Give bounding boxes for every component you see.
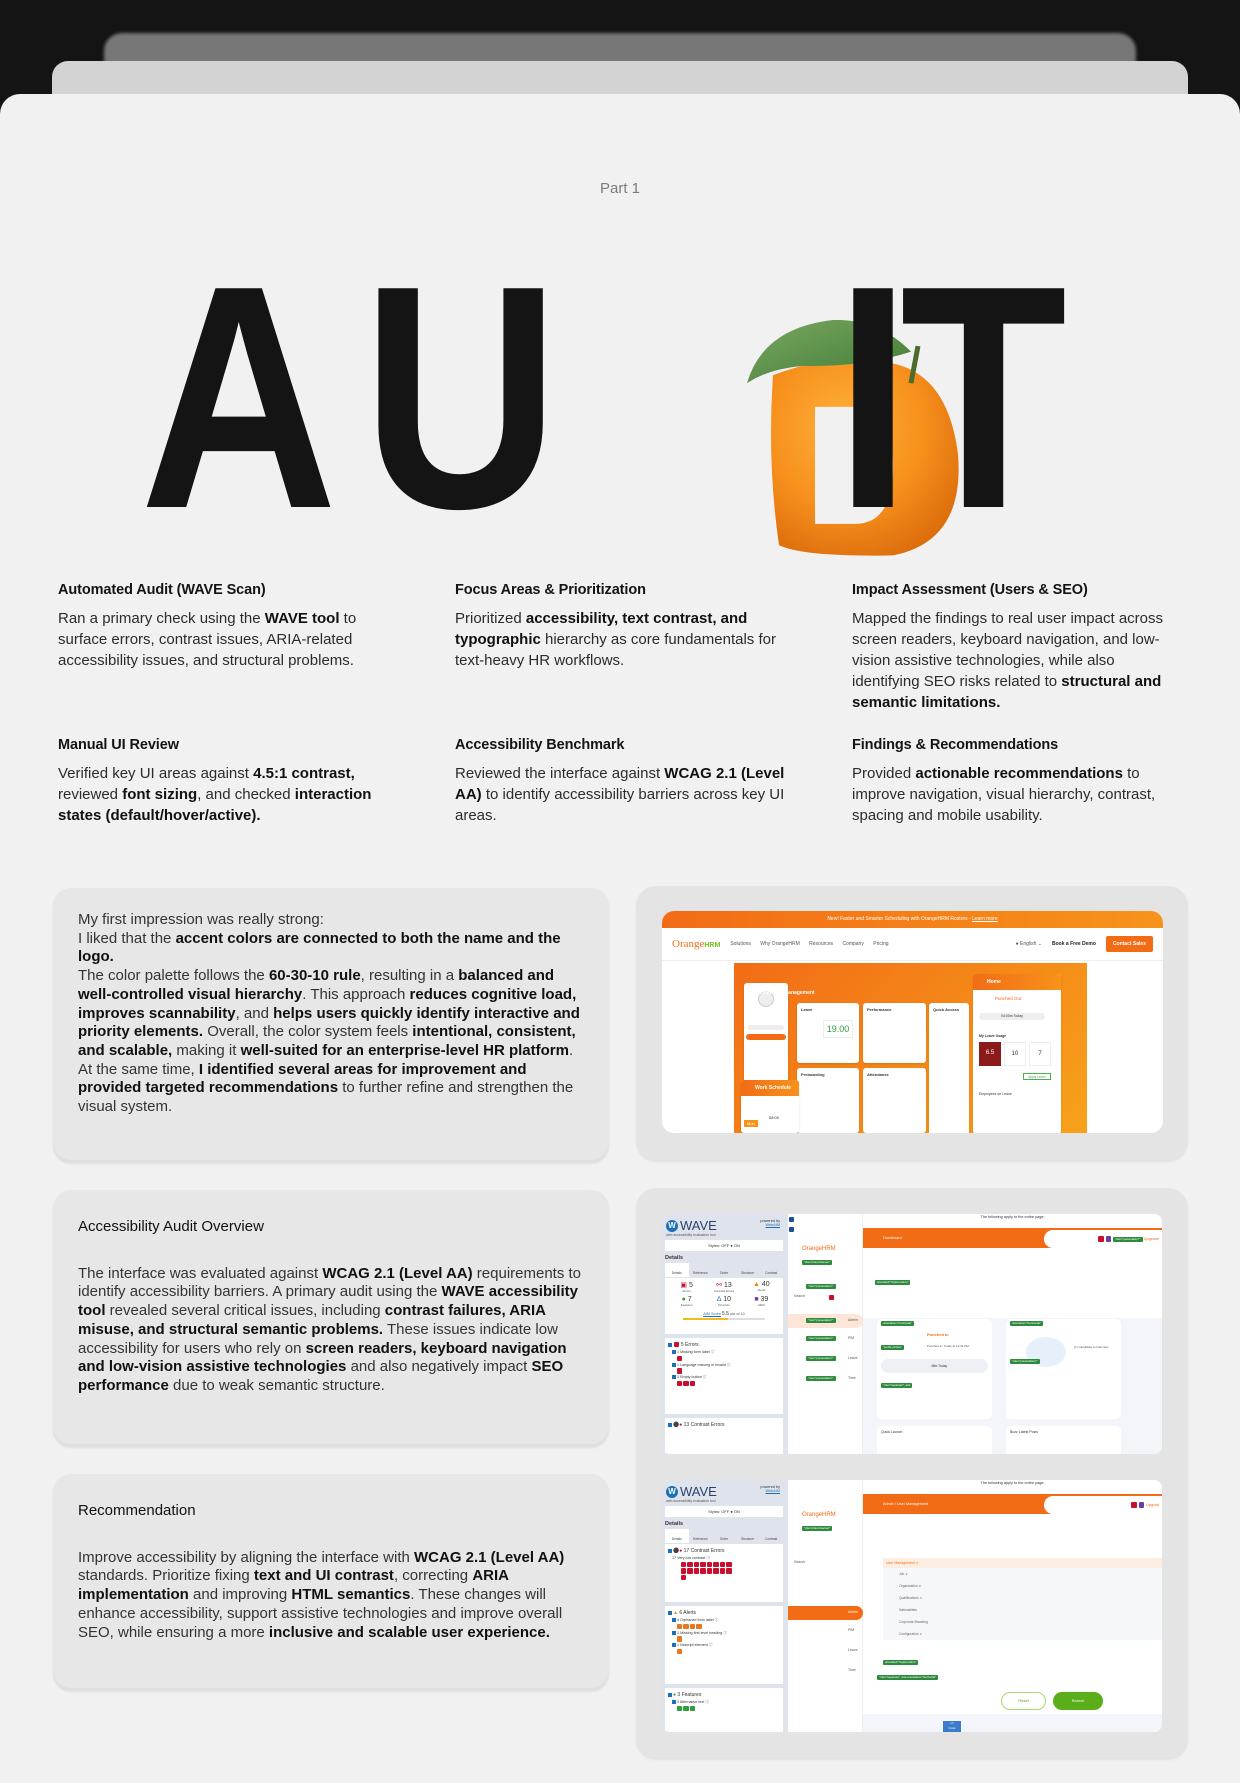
work-schedule-mobile: Work Schedule Mon 08:00: [741, 1080, 799, 1133]
nav-resources[interactable]: Resources: [809, 941, 834, 947]
nav-why[interactable]: Why OrangeHRM: [760, 941, 800, 947]
wave-page-main: The following apply to the entire page: Dashboard "role="presentation"" Upgrade aria-label="Topbar Menu" orientation="horizontal" Punched In Punched In: Today at 12:31 PM "profile picture" 48m Today "role="separator", aria orientation="horizontal" (1) Candidate to Interview "role="presentation"" Quick Launch Buzz Latest Posts: [863, 1214, 1162, 1454]
code-toggle[interactable]: </> Code: [943, 1721, 961, 1732]
card-body: The interface was evaluated against WCAG 2.1 (Level AA) requirements to identify accessibility barriers. A primary audit using the WAVE accessibility tool revealed several critical issues, including contrast failures, ARIA misuse, and structural semantic problems. These issues indicate low accessibility for users who rely on screen readers, keyboard navigation and low-vision assistive technologies and also negatively impact SEO performance due to weak semantic structure.: [78, 1264, 582, 1394]
contrast-group[interactable]: ⚫● 13 Contrast Errors: [668, 1421, 780, 1429]
contrast-group[interactable]: ⚫● 17 Contrast Errors: [668, 1547, 780, 1555]
first-impression-text: My first impression was really strong: I liked that the accent colors are connected to both the name and the logo. The color palette follows the 60-30-10 rule, resulting in a balanced and well-controlled visual hierarchy. This approach reduces cognitive load, improves scannability, and helps users quickly identify interactive and priority elements. Overall, the color system feels intentional, consistent, and scalable, making it well-suited for an enterprise-level HR platform. At the same time, I identified several areas for improvement and provided targeted recommendations to further refine and strengthen the visual system.: [78, 911, 580, 1116]
upgrade-link[interactable]: Upgrade: [1143, 1236, 1159, 1241]
sidebar-active-item: [746, 1034, 786, 1040]
promo-banner: New! Faster and Smarter Scheduling with OrangeHRM Rosters - Learn more: [662, 911, 1163, 928]
info-findings: [852, 737, 1182, 826]
part-label: Part 1: [599, 180, 641, 197]
tab-structure[interactable]: Structure: [741, 1537, 755, 1541]
user-management-menu[interactable]: User Management ∨: [883, 1558, 1162, 1568]
wave-screenshot-user-management: [662, 1480, 1162, 1732]
wave-tabs: [665, 1263, 783, 1277]
info-body: Provided actionable recommendations to improve navigation, visual hierarchy, contrast, spacing and mobile usability.: [852, 765, 1156, 824]
errors-list: 5 Errors 1 Missing form label ⓘ 1 Language missing or invalid ⓘ 3 Empty button ⓘ: [665, 1338, 783, 1414]
wave-summary: [665, 1278, 783, 1334]
error-icon: ▣: [680, 1282, 688, 1289]
info-title: Manual UI Review: [58, 737, 179, 753]
wave-sidebar: W WAVE web accessibility evaluation tool powered by WebAIM Styles: OFF ● ON Details Details Reference Order Structure Contrast ⚫● 17 Contrast Errors 17 Very low contrast ⓘ ▲ 6 Alerts 4 Orphaned form label ⓘ 1 Missing first level heading ⓘ 1 Noscript element ⓘ ● 3 Features 3 Alternative text ⓘ: [662, 1480, 788, 1732]
tab-contrast[interactable]: Contrast: [765, 1537, 778, 1541]
wave-screenshot-dashboard: [662, 1214, 1162, 1454]
contrast-list: ⚫● 17 Contrast Errors 17 Very low contrast ⓘ: [665, 1544, 783, 1602]
performance-widget: Performance: [863, 1003, 926, 1063]
stat-aria: ■ 39 ARIA: [754, 1296, 769, 1307]
tab-reference[interactable]: Reference: [693, 1537, 708, 1541]
card-title: Accessibility Audit Overview: [78, 1218, 264, 1235]
tab-reference[interactable]: Reference: [693, 1271, 708, 1275]
errors-group[interactable]: 5 Errors: [668, 1341, 780, 1349]
wave-page-left: OrangeHRM "client brand banner" Search Admin PIM Leave Time: [788, 1480, 863, 1732]
tab-details[interactable]: Details: [665, 1263, 689, 1277]
aim-score[interactable]: AIM Score 5.5 out of 10: [703, 1311, 745, 1317]
tab-order[interactable]: Order: [719, 1271, 729, 1275]
tab-details[interactable]: Details: [665, 1529, 689, 1543]
info-body: Prioritized accessibility, text contrast, and typographic hierarchy as core fundamentals for text-heavy HR workflows.: [455, 610, 776, 669]
title-letter-t: T: [900, 220, 1061, 575]
orangehrm-logo[interactable]: OrangeHRM: [672, 938, 721, 950]
wave-page-main: The following apply to the entire page: Admin / User Management Upgrad User Management ∨ Job ∨ Organization ∨ Qualifications ∨ Nationalities Corporate Branding Configuration ∨ aria-label="Topbar Menu" "role="separator", aria-orientation="horizontal" Reset Search </> Code: [863, 1480, 1162, 1732]
title-letter-u: U: [362, 220, 553, 575]
stat-contrast: ⚯ 13 Contrast Errors: [713, 1282, 735, 1293]
info-body: Mapped the findings to real user impact across screen readers, keyboard navigation, and low-vision assistive technologies, while also identifying SEO risks related to structural and semantic limitations.: [852, 610, 1163, 711]
title-letter-i: I: [835, 220, 905, 575]
orangehrm-logo-small: OrangeHRM: [802, 1246, 836, 1252]
book-demo-link[interactable]: Book a Free Demo: [1052, 941, 1096, 947]
apply-leave-button[interactable]: Apply Leave: [1023, 1073, 1051, 1080]
nav-pricing[interactable]: Pricing: [873, 941, 889, 947]
features-list: ● 3 Features 3 Alternative text ⓘ: [665, 1688, 783, 1732]
styles-toggle[interactable]: Styles: OFF ● ON: [665, 1240, 783, 1251]
aria-icon: ■: [754, 1296, 759, 1303]
info-title: Automated Audit (WAVE Scan): [58, 582, 266, 598]
topbar: Admin / User Management: [863, 1494, 1162, 1514]
nav-links: [730, 941, 896, 947]
info-title: Accessibility Benchmark: [455, 737, 625, 753]
webaim-link[interactable]: WebAIM: [765, 1223, 780, 1227]
sick-leave-box: 19.00: [823, 1020, 853, 1038]
info-manual-review: [58, 737, 388, 826]
info-body: Ran a primary check using the WAVE tool to surface errors, contrast issues, ARIA-related accessibility issues, and structural problems.: [58, 610, 357, 669]
wave-tabs: [665, 1529, 783, 1543]
quick-access-widget: Quick Access: [929, 1003, 969, 1133]
attendance-widget: Attendance: [863, 1068, 926, 1133]
structure-icon: ∆: [716, 1296, 722, 1303]
info-title: Findings & Recommendations: [852, 737, 1059, 753]
tab-contrast[interactable]: Contrast: [765, 1271, 778, 1275]
reset-button[interactable]: Reset: [1001, 1692, 1046, 1710]
info-title: Impact Assessment (Users & SEO): [852, 582, 1088, 598]
audit-title: [140, 220, 1140, 575]
topbar: Dashboard: [863, 1228, 1162, 1248]
wave-logo: W WAVE: [666, 1218, 717, 1233]
info-accessibility-benchmark: [455, 737, 785, 826]
info-title: Focus Areas & Prioritization: [455, 582, 646, 598]
upgrade-link[interactable]: Upgrad: [1145, 1502, 1159, 1507]
webaim-link[interactable]: WebAIM: [765, 1489, 780, 1493]
wave-stats: [668, 1281, 780, 1307]
styles-toggle[interactable]: Styles: OFF ● ON: [665, 1506, 783, 1517]
wave-sidebar: W WAVE web accessibility evaluation tool powered by WebAIM Styles: OFF ● ON Details Details Reference Order Structure Contrast ▣ 5 Errors ⚯ 13 Contrast Errors ▲ 40 Alerts ● 7 Features ∆ 10 Structure ■ 39 ARIA AIM Score 5.5 out of 10 5 Errors 1 Missing form label ⓘ 1 Language missing or invalid ⓘ 3 Empty button ⓘ ⚫● 13 Contrast Errors: [662, 1214, 788, 1454]
wave-page-left: OrangeHRM "client brand banner" "role="presentation"" Search "role="presentation"" Admin "role="presentation"" PIM "role="presentation"" Leave "role="presentation"" Time: [788, 1214, 863, 1454]
orangehrm-screenshot: [662, 911, 1163, 1133]
stat-errors: ▣ 5 Errors: [680, 1282, 693, 1293]
features-group[interactable]: ● 3 Features: [668, 1691, 780, 1699]
alert-icon: ▲: [752, 1281, 760, 1288]
contrast-icon: ⚯: [716, 1282, 723, 1289]
stat-structure: ∆ 10 Structure: [716, 1296, 732, 1307]
card-title: Recommendation: [78, 1502, 196, 1519]
time-at-work-widget: orientation="horizontal" Punched In Punched In: Today at 12:31 PM "profile picture" 48m Today "role="separator", aria: [877, 1319, 992, 1419]
nav-company[interactable]: Company: [842, 941, 864, 947]
orangehrm-nav: [662, 928, 1163, 961]
leave-usage-tile: 6.5: [979, 1042, 1001, 1066]
upgrade-pill: "role="presentation"" Upgrade: [1044, 1230, 1162, 1248]
wave-logo: W WAVE: [666, 1484, 717, 1499]
nav-solutions[interactable]: Solutions: [730, 941, 751, 947]
recommendation-card: [53, 1474, 609, 1690]
sidebar-search: [748, 1025, 784, 1030]
info-focus-areas: [455, 582, 785, 671]
employee-management-header: Employee Management: [759, 990, 815, 996]
action-summary-widget: orientation="horizontal" (1) Candidate to Interview "role="presentation"": [1006, 1319, 1121, 1419]
title-letter-a: A: [140, 220, 331, 575]
contrast-list: [665, 1418, 783, 1454]
language-select[interactable]: ● English ⌄: [1015, 941, 1043, 947]
info-body: Reviewed the interface against WCAG 2.1 (Level AA) to identify accessibility barriers across key UI areas.: [455, 765, 785, 824]
first-impression-card: [53, 888, 609, 1162]
alerts-group[interactable]: ▲ 6 Alerts: [668, 1609, 780, 1617]
leave-widget: Leave 19.00: [797, 1003, 859, 1063]
preboarding-widget: Preboarding: [797, 1068, 859, 1133]
quick-launch-widget: Quick Launch: [877, 1426, 992, 1454]
accessibility-overview-card: [53, 1190, 609, 1446]
info-body: Verified key UI areas against 4.5:1 contrast, reviewed font sizing, and checked interaction states (default/hover/active).: [58, 765, 372, 824]
learn-more-link[interactable]: Learn more: [972, 916, 998, 922]
home-mobile: Home Punched Out 04:00m Today My Leave Usage 6.5 10 7 Apply Leave Employees on Leave: [973, 974, 1061, 1133]
stat-alerts: ▲ 40 Alerts: [752, 1281, 770, 1292]
feature-icon: ●: [681, 1296, 686, 1303]
upgrade-pill: [1044, 1496, 1162, 1514]
stat-features: ● 7 Features: [680, 1296, 693, 1307]
search-button[interactable]: Search: [1053, 1692, 1103, 1710]
alerts-list: ▲ 6 Alerts 4 Orphaned form label ⓘ 1 Missing first level heading ⓘ 1 Noscript element ⓘ: [665, 1606, 783, 1684]
contact-sales-button[interactable]: Contact Sales: [1106, 936, 1153, 952]
globe-icon: ●: [1015, 941, 1019, 947]
tab-structure[interactable]: Structure: [741, 1271, 755, 1275]
admin-submenu: Job ∨ Organization ∨ Qualifications ∨ Nationalities Corporate Branding Configuration ∨: [883, 1568, 1162, 1640]
info-impact-assessment: [852, 582, 1182, 713]
card-body: Improve accessibility by aligning the interface with WCAG 2.1 (Level AA) standards. Prioritize fixing text and UI contrast, correcting ARIA implementation and improving HTML semantics. These changes will enhance accessibility, support assistive technologies and improve overall SEO, while ensuring a more inclusive and scalable user experience.: [78, 1548, 565, 1641]
buzz-widget: Buzz Latest Posts: [1006, 1426, 1121, 1454]
info-automated-audit: [58, 582, 388, 671]
tab-order[interactable]: Order: [719, 1537, 729, 1541]
